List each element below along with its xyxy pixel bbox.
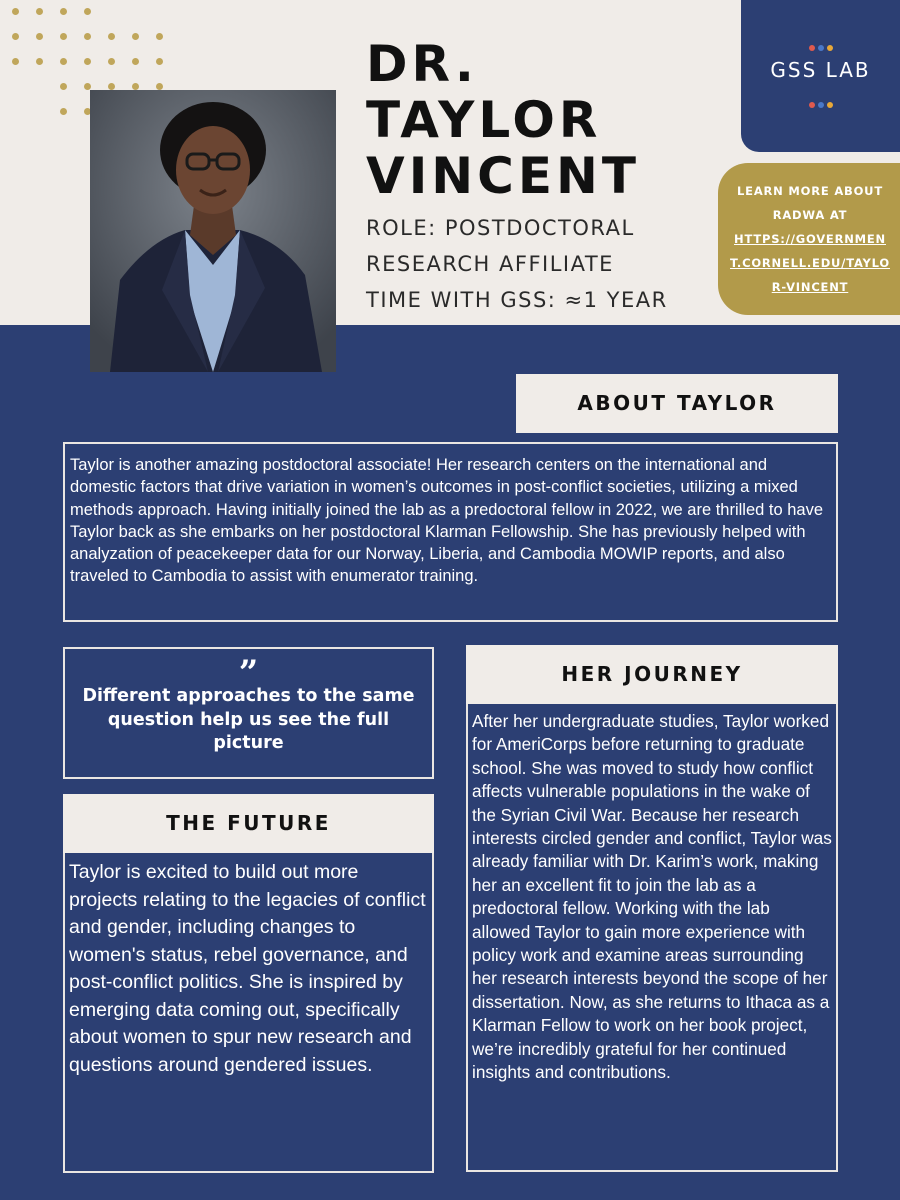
role-line-2: RESEARCH AFFILIATE — [366, 252, 614, 276]
learn-more-panel — [718, 163, 900, 315]
profile-url-link[interactable]: HTTPS://GOVERNMENT.CORNELL.EDU/TAYLOR-VINCENT — [730, 232, 890, 294]
lab-name: GSS LAB — [770, 58, 871, 82]
learn-more-line-2: RADWA AT — [772, 208, 848, 222]
portrait-illustration — [90, 90, 336, 372]
logo-dots-bottom-icon — [809, 95, 839, 101]
learn-more-line-1: LEARN MORE ABOUT — [737, 184, 883, 198]
gss-lab-logo — [741, 0, 900, 152]
role-info — [366, 210, 726, 318]
quote-icon: ” — [238, 653, 259, 693]
name-line-1: DR. — [366, 35, 478, 93]
about-heading: ABOUT TAYLOR — [516, 374, 838, 433]
logo-dot-icon — [818, 45, 824, 51]
logo-dot-icon — [818, 102, 824, 108]
name-line-2: TAYLOR — [366, 91, 602, 149]
person-name — [366, 36, 736, 204]
role-line-3: TIME WITH GSS: ≈1 YEAR — [366, 288, 668, 312]
future-heading: THE FUTURE — [63, 794, 434, 853]
journey-body: After her undergraduate studies, Taylor worked for AmeriCorps before returning to graduate school. She was moved to study how conflict affects vulnerable populations in the wake of the Syrian Civil War. Because her research interests circled gender and conflict, Taylor was already familiar with Dr. Karim’s work, making her an excellent fit to join the lab as a predoctoral fellow. Working with the lab allowed Taylor to gain more experience with policy work and examine areas surrounding her research interests beyond the scope of her dissertation. Now, as she returns to Ithaca as a Klarman Fellow to work on her book project, we’re incredibly grateful for her continued insights and contributions. — [466, 704, 838, 1172]
about-body: Taylor is another amazing postdoctoral associate! Her research centers on the international and domestic factors that drive variation in women’s outcomes in post-conflict societies, utilizing a mixed methods approach. Having initially joined the lab as a predoctoral fellow in 2022, we are thrilled to have Taylor back as she embarks on her postdoctoral Klarman Fellowship. She has previously helped with analyzation of peacekeeper data for our Norway, Liberia, and Cambodia MOWIP reports, and also traveled to Cambodia to assist with enumerator training. — [63, 442, 838, 622]
logo-dot-icon — [809, 45, 815, 51]
journey-heading: HER JOURNEY — [466, 645, 838, 704]
logo-dot-icon — [827, 102, 833, 108]
quote-card — [63, 647, 434, 779]
logo-dot-icon — [827, 45, 833, 51]
future-body: Taylor is excited to build out more projects relating to the legacies of conflict and gender, including changes to women's status, rebel governance, and post-conflict politics. She is inspired by emerging data coming out, specifically about women to spur new research and questions around gendered issues. — [63, 853, 434, 1173]
portrait-photo — [90, 90, 336, 372]
name-line-3: VINCENT — [366, 147, 640, 205]
logo-dots-top-icon — [809, 38, 839, 44]
logo-dot-icon — [809, 102, 815, 108]
role-line-1: ROLE: POSTDOCTORAL — [366, 216, 635, 240]
quote-text: Different approaches to the same question help us see the full picture — [82, 686, 415, 753]
